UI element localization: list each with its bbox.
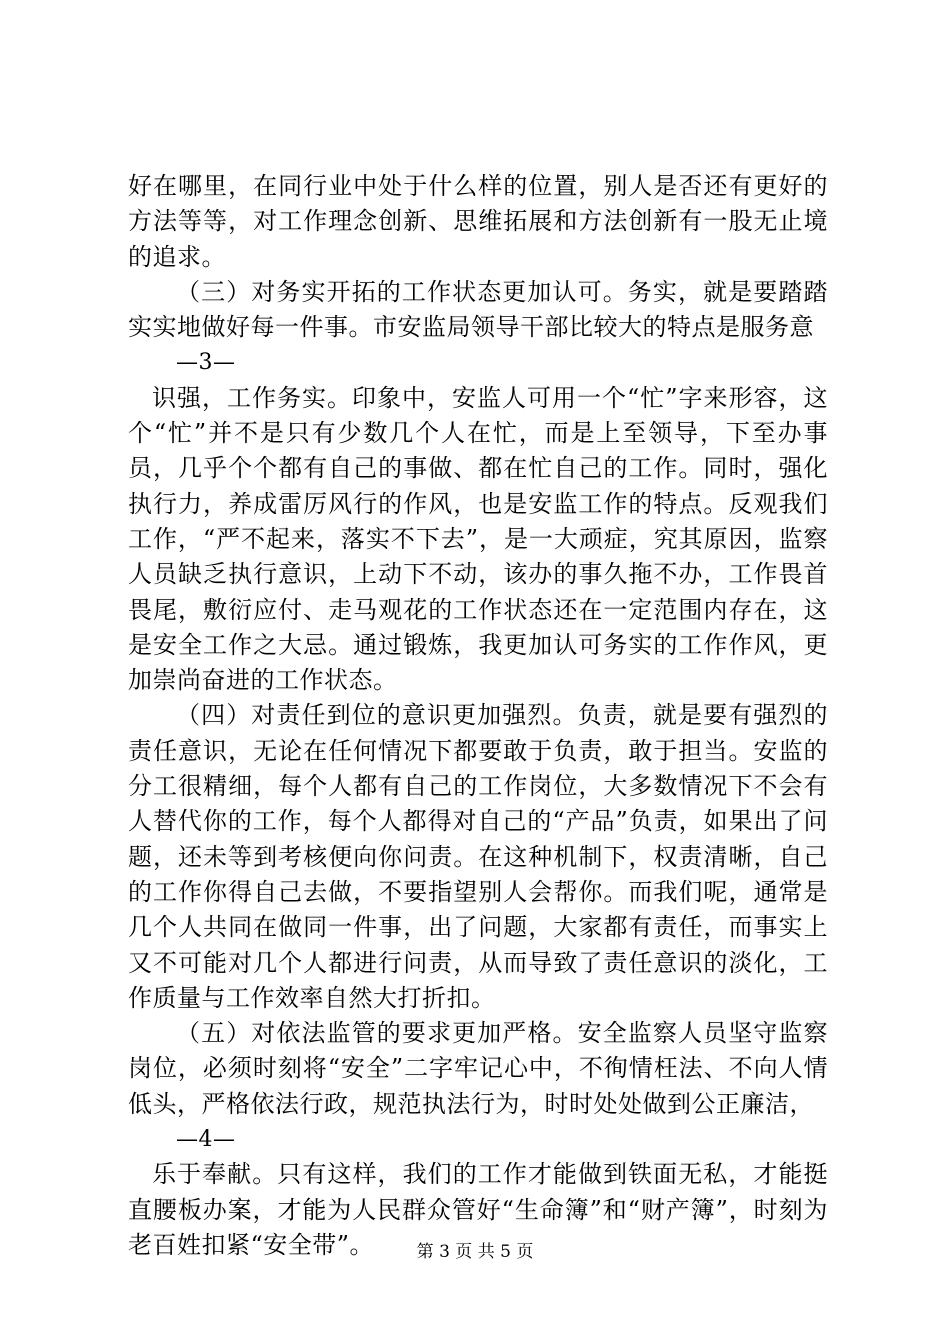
page-number-marker-3: —3—: [176, 350, 236, 376]
paragraph-section-five-cont: 乐于奉献。只有这样，我们的工作才能做到铁面无私，才能挺直腰板办案，才能为人民群众管好“生命簿”和“财产簿”，时刻为老百姓扣紧“安全带”。: [128, 1160, 828, 1259]
paragraph-section-four: （四）对责任到位的意识更加强烈。负责，就是要有强烈的责任意识，无论在任何情况下都要敢于负责，敢于担当。安监的分工很精细，每个人都有自己的工作岗位，大多数情况下不会有人替代你的工作，每个人都得对自己的“产品”负责，如果出了问题，还未等到考核便向你问责。在这种机制下，权责清晰，自己的工作你得自己去做，不要指望别人会帮你。而我们呢，通常是几个人共同在做同一件事，出了问题，大家都有责任，而事实上又不可能对几个人都进行问责，从而导致了责任意识的淡化，工作质量与工作效率自然大打折扣。: [128, 701, 828, 1012]
page-number-marker-4: —4—: [176, 1127, 236, 1153]
document-body: [128, 169, 828, 1263]
page-count-label: 第 3 页 共 5 页: [416, 1242, 534, 1262]
paragraph-section-three: （三）对务实开拓的工作状态更加认可。务实，就是要踏踏实实地做好每一件事。市安监局领导干部比较大的特点是服务意: [128, 277, 828, 342]
page-footer: [0, 1240, 950, 1264]
paragraph-continuation: 好在哪里，在同行业中处于什么样的位置，别人是否还有更好的方法等等，对工作理念创新、思维拓展和方法创新有一股无止境的追求。: [128, 172, 828, 271]
paragraph-section-five: （五）对依法监管的要求更加严格。安全监察人员坚守监察岗位，必须时刻将“安全”二字牢记心中，不徇情枉法、不向人情低头，严格依法行政，规范执法行为，时时处处做到公正廉洁，: [128, 1019, 828, 1118]
paragraph-section-three-cont: 识强，工作务实。印象中，安监人可用一个“忙”字来形容，这个“忙”并不是只有少数几个人在忙，而是上至领导，下至办事员，几乎个个都有自己的事做、都在忙自己的工作。同时，强化执行力，养成雷厉风行的作风，也是安监工作的特点。反观我们工作，“严不起来，落实不下去”，是一大顽症，究其原因，监察人员缺乏执行意识，上动下不动，该办的事久拖不办，工作畏首畏尾，敷衍应付、走马观花的工作状态还在一定范围内存在，这是安全工作之大忌。通过锻炼，我更加认可务实的工作作风，更加崇尚奋进的工作状态。: [128, 383, 828, 695]
